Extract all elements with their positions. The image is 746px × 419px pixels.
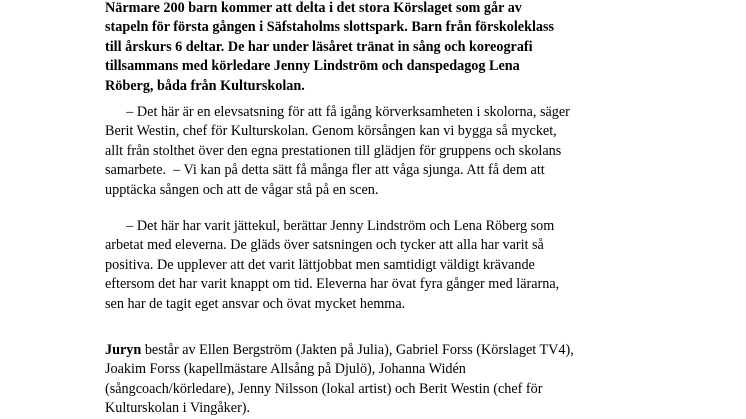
jury-first-line-text: består av Ellen Bergström (Jakten på Julia), Gabriel Forss (Körslaget TV4), [141,342,574,358]
body-line: allt från stolthet över den egna prestationen till glädjen för gruppens och skolans [105,142,562,159]
lead-line: stapeln för första gången i Säfstaholms slottspark. Barn från förskoleklass [105,19,555,36]
body-line: – Det här har varit jättekul, berättar Jenny Lindström och Lena Röberg som [105,218,555,234]
body-line: eftersom det har varit knappt om tid. Eleverna har övat fyra gånger med lärarna, [105,276,560,293]
lead-line: till årskurs 6 deltar. De har under läsåret tränat in sång och koreografi [105,38,533,55]
lead-line: Röberg, båda från Kulturskolan. [105,77,305,94]
jury-line: (sångcoach/körledare), Jenny Nilsson (lokal artist) och Berit Westin (chef för [105,380,543,397]
body-line: upptäcka sången och att de vågar stå på en scen. [105,181,379,198]
body-line: positiva. De upplever att det varit lättjobbat men samtidigt väldigt krävande [105,256,535,273]
body-line: samarbete. – Vi kan på detta sätt få många fler att våga sjunga. Att få dem att [105,162,545,179]
lead-paragraph [105,0,554,96]
jury-line: Joakim Forss (kapellmästare Allsång på Djulö), Johanna Widén [105,361,466,378]
lead-line: tillsammans med körledare Jenny Lindström och danspedagog Lena [105,58,520,75]
jury-line: Kulturskolan i Vingåker). [105,400,251,417]
jury-paragraph [105,341,574,419]
body-line: sen har de tagit eget ansvar och övat mycket hemma. [105,295,406,312]
jury-first-line [105,341,574,360]
quote-paragraph-jenny-lena [105,217,559,314]
body-line: Berit Westin, chef för Kulturskolan. Genom körsången kan vi bygga så mycket, [105,123,557,140]
body-line: – Det här är en elevsatsning för att få igång körverksamheten i skolorna, säger [105,104,570,120]
jury-label: Juryn [105,342,142,358]
quote-paragraph-berit [105,103,570,200]
body-line: arbetat med eleverna. De gläds över satsningen och tycker att alla har varit så [105,237,544,254]
lead-line: Närmare 200 barn kommer att delta i det stora Körslaget som går av [105,0,522,16]
